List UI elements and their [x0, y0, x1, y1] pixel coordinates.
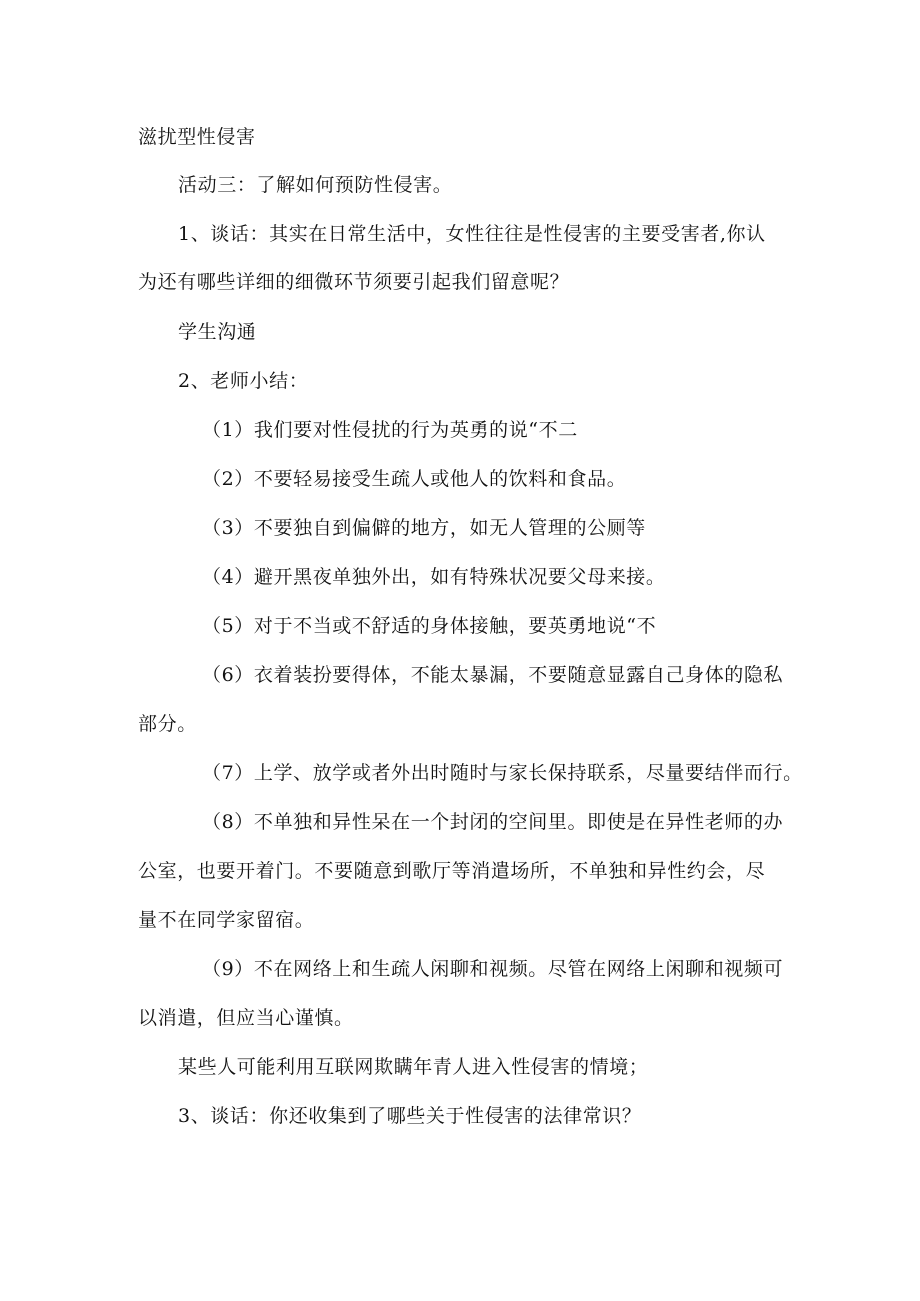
- list-item-8-cont-2: 量不在同学家留宿。: [138, 909, 315, 931]
- list-item-8-cont-1: 公室，也要开着门。不要随意到歌厅等消遣场所，不单独和异性约会，尽: [138, 860, 766, 882]
- list-item-5: （5）对于不当或不舒适的身体接触，要英勇地说“不: [202, 615, 657, 637]
- list-item-1: （1）我们要对性侵扰的行为英勇的说“不二: [202, 419, 578, 441]
- list-item-9: （9）不在网络上和生疏人闲聊和视频。尽管在网络上闲聊和视频可: [202, 958, 784, 980]
- text-line-21: 3、谈话：你还收集到了哪些关于性侵害的法律常识？: [178, 1105, 642, 1127]
- list-item-6: （6）衣着装扮要得体，不能太暴漏，不要随意显露自己身体的隐私: [202, 664, 784, 686]
- activity-heading: 活动三：了解如何预防性侵害。: [178, 174, 453, 196]
- list-item-9-cont: 以消遣，但应当心谨慎。: [138, 1007, 354, 1029]
- text-line-3: 1、谈话：其实在日常生活中，女性往往是性侵害的主要受害者,你认: [178, 223, 766, 245]
- list-item-3: （3）不要独自到偏僻的地方，如无人管理的公厕等: [202, 517, 646, 539]
- list-item-8: （8）不单独和异性呆在一个封闭的空间里。即使是在异性老师的办: [202, 811, 784, 833]
- list-item-4: （4）避开黑夜单独外出，如有特殊状况要父母来接。: [202, 566, 666, 588]
- list-item-7: （7）上学、放学或者外出时随时与家长保持联系，尽量要结伴而行。: [202, 762, 803, 784]
- text-line-5: 学生沟通: [178, 321, 257, 343]
- text-line-6: 2、老师小结：: [178, 370, 309, 392]
- text-line-4: 为还有哪些详细的细微环节须要引起我们留意呢？: [138, 271, 570, 293]
- list-item-2: （2）不要轻易接受生疏人或他人的饮料和食品。: [202, 468, 627, 490]
- list-item-6-cont: 部分。: [138, 713, 197, 735]
- text-line-1: 滋扰型性侵害: [138, 126, 256, 148]
- text-line-20: 某些人可能利用互联网欺瞒年青人进入性侵害的情境；: [178, 1056, 649, 1078]
